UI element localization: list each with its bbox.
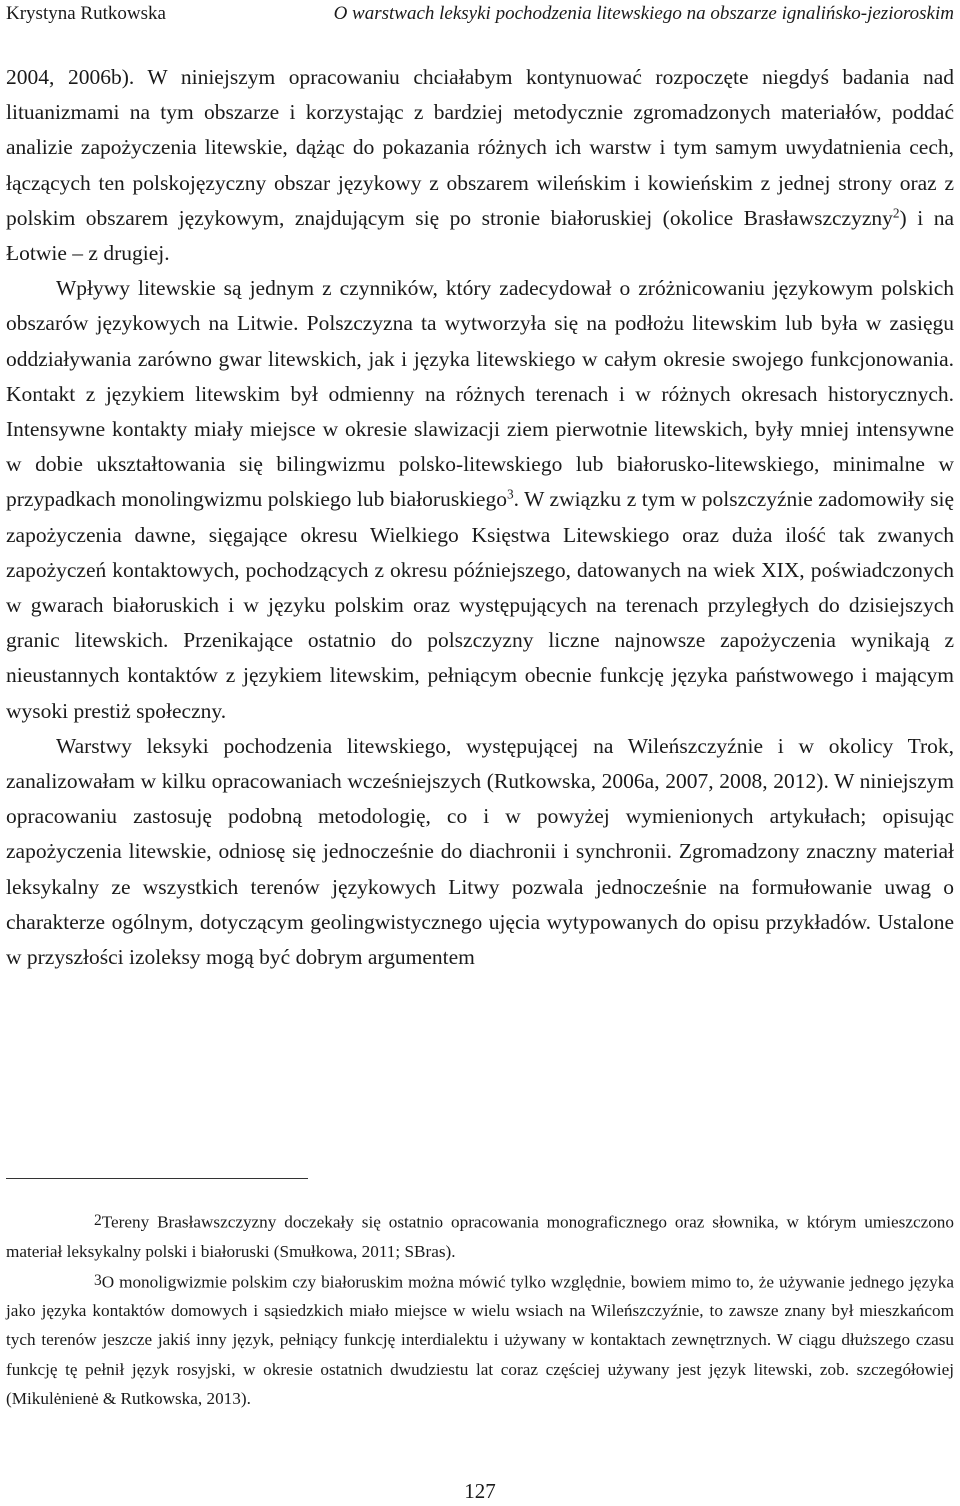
paragraph-2 bbox=[6, 271, 954, 729]
header-author: Krystyna Rutkowska bbox=[6, 3, 166, 24]
footnote-divider bbox=[6, 1178, 308, 1179]
paragraph-3: Warstwy leksyki pochodzenia litewskiego, występującej na Wileńszczyźnie i w okolicy Trok, zanalizowałam w kilku opracowaniach wcześniejszych (Rutkowska, 2006a, 2007, 2008, 2012). W niniejszym opracowaniu zastosuję podobną metodologię, co i w powyżej wymienionych artykułach; opisując zapożyczenia litewskie, odniosę się jednocześnie do diachronii i synchronii. Zgromadzony znaczny materiał leksykalny ze wszystkich terenów językowych Litwy pozwala jednocześnie na formułowanie uwag o charakterze ogólnym, dotyczącym geolingwistycznego ujęcia wytypowanych do opisu przykładów. Ustalone w przyszłości izoleksy mogą być dobrym argumentem bbox=[6, 733, 954, 970]
footnote-3-mark: 3 bbox=[94, 1271, 102, 1289]
main-text bbox=[6, 60, 954, 975]
footnote-2-text: Tereny Brasławszczyzny doczekały się ostatnio opracowania monograficznego oraz słownika, w którym umieszczono materiał leksykalny polski i białoruski (Smułkowa, 2011; SBras). bbox=[6, 1212, 954, 1261]
footnote-3 bbox=[6, 1266, 954, 1413]
header-running-title: O warstwach leksyki pochodzenia litewskiego na obszarze ignalińsko-jezioroskim bbox=[333, 3, 954, 24]
footnote-2-mark: 2 bbox=[94, 1212, 102, 1229]
footnote-2 bbox=[6, 1206, 954, 1266]
paragraph-2-text-b: . W związku z tym w polszczyźnie zadomowiły się zapożyczenia dawne, sięgające okresu Wielkiego Księstwa Litewskiego oraz duża ilość tak zwanych zapożyczeń kontaktowych, pochodzących z okresu późniejszego, datowanych na wiek XIX, poświadczonych w gwarach białoruskich i w języku polskim oraz występujących na terenach przyległych do dzisiejszych granic litewskich. Przenikające ostatnio do polszczyzny liczne najnowsze zapożyczenia wynikają z nieustannych kontaktów z językiem litewskim, pełniącym obecnie funkcję języka państwowego i mającym wysoki prestiż społeczny. bbox=[6, 487, 954, 723]
paragraph-1-text-a: 2004, 2006b). W niniejszym opracowaniu chciałabym kontynuować rozpoczęte niegdyś badania nad lituanizmami na tym obszarze i korzystając z bardziej metodycznie zgromadzonych materiałów, poddać analizie zapożyczenia litewskie, dążąc do pokazania różnych ich warstw i tym samym uwydatnienia cech, łączących ten polskojęzyczny obszar językowy z obszarem wileńskim i kowieńskim z jednej strony oraz z polskim obszarem językowym, znajdującym się po stronie białoruskiej (okolice Brasławszczyzny bbox=[6, 65, 954, 230]
footnote-3-text: O monoligwizmie polskim czy białoruskim można mówić tylko względnie, bowiem mimo to, że używanie jednego języka jako języka kontaktów domowych i sąsiedzkich miało miejsce w wielu wsiach na Wileńszczyźnie, to zawsze znany był mieszkańcom tych terenów jeszcze jakiś inny język, pełniący funkcję interdialektu i używany w kontaktach zewnętrznych. W ciągu dłuższego czasu funkcję tę pełnił język rosyjski, w okresie ostatnich dwudziestu lat coraz częściej używany jest język litewski, zob. szczegółowiej (Mikulėnienė & Rutkowska, 2013). bbox=[6, 1272, 954, 1408]
page-number: 127 bbox=[464, 1479, 496, 1503]
footnotes bbox=[6, 1206, 954, 1413]
paragraph-2-text-a: Wpływy litewskie są jednym z czynników, który zadecydował o zróżnicowaniu językowym polskich obszarów językowych na Litwie. Polszczyzna ta wytworzyła się na podłożu litewskim lub była w zasięgu oddziaływania zarówno gwar litewskich, jak i języka litewskiego w całym okresie swojego funkcjonowania. Kontakt z językiem litewskim był odmienny na różnych terenach i w różnych okresach historycznych. Intensywne kontakty miały miejsce w okresie slawizacji ziem pierwotnie litewskich, były mniej intensywne w dobie ukształtowania się bilingwizmu polsko-litewskiego lub białorusko-litewskiego, minimalne w przypadkach monolingwizmu polskiego lub białoruskiego bbox=[6, 276, 954, 512]
footnote-ref-3[interactable]: 3 bbox=[506, 487, 514, 503]
paragraph-1 bbox=[6, 60, 954, 271]
running-header bbox=[6, 2, 954, 26]
paragraph-1-text-b: ) i na Łotwie – z drugiej. bbox=[6, 205, 954, 266]
footnote-ref-2[interactable]: 2 bbox=[892, 205, 900, 221]
